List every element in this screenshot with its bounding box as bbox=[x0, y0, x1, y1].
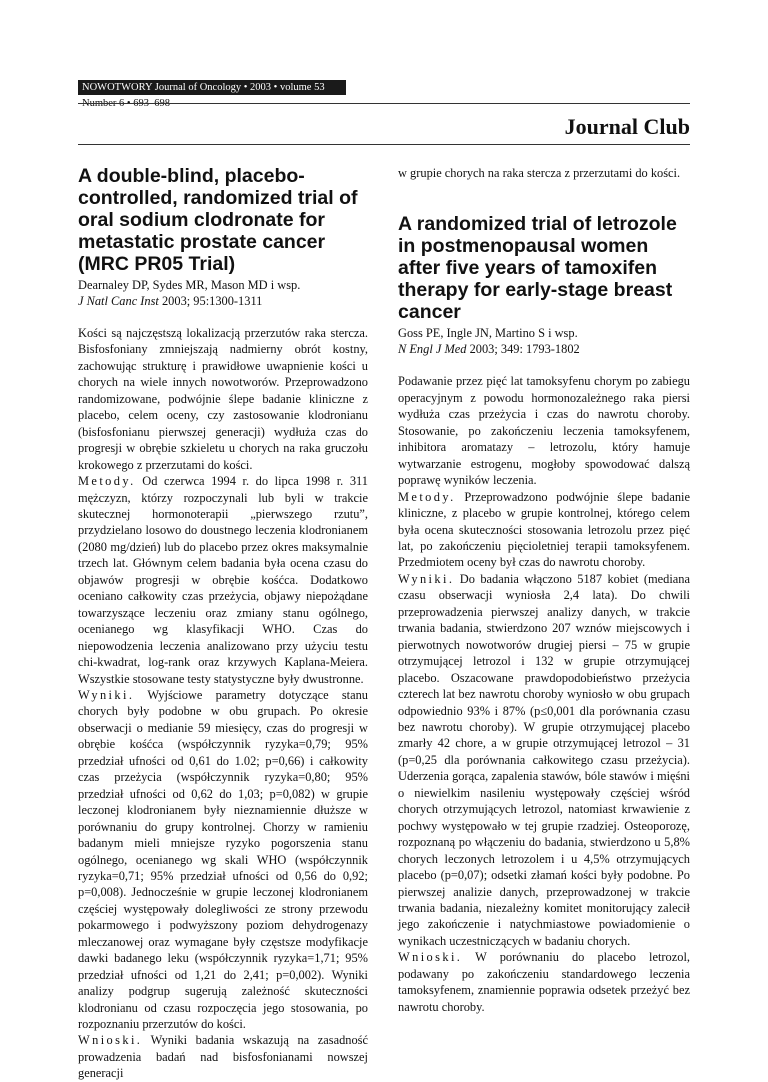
article2-journal: N Engl J Med bbox=[398, 342, 467, 357]
article2-title: A randomized trial of letrozole in postmenopausal women after five years of tamoxifen therapy for early-stage breast cancer bbox=[398, 213, 677, 324]
conclusions-label: Wnioski. bbox=[398, 950, 463, 965]
article1-journal: J Natl Canc Inst bbox=[78, 294, 159, 308]
article1-methods bbox=[78, 473, 368, 687]
right-column bbox=[398, 165, 690, 1015]
journal-masthead bbox=[78, 80, 346, 110]
article1-conclusions-text: Wyniki badania wskazują na zasadność prowadzenia badań nad bisfosfonianami nowszej generacji bbox=[78, 1033, 368, 1081]
article1-intro: Kości są najczęstszą lokalizacją przerzutów raka stercza. Bisfosfoniany zmniejszają nadmierny obrót kostny, zachowując strukturę i prawidłowe uwapnienie kości u chorych na wiele innych nowotworów. Przeprowadzono randomizowane, podwójnie ślepe badanie kliniczne z placebo, celem oceny, czy zastosowanie klodronianu (bisfosfonianu pierwszej generacji) wydłuża czas do progresji w obrębie szkieletu u chorych na raka gruczołu krokowego z przerzutami do kości. bbox=[78, 326, 368, 472]
article1-methods-text: Od czerwca 1994 r. do lipca 1998 r. 311 mężczyzn, którzy rozpoczynali lub byli w trakcie skutecznej hormonoterapii „pierwszego rzutu”, przydzielano losowo do doustnego leczenia klodronianem (2080 mg/dzień) lub do placebo przez okres maksymalnie trzech lat. Głównym celem badania była ocena czasu do objawów progresji w obrębie kośćca. Dodatkowo oceniano całkowity czas przeżycia, objawy niepożądane towarzyszące leczeniu oraz zmiany stanu ogólnego, ocenianego wg klasyfikacji WHO. Czas do niepowodzenia leczenia analizowano przy użyciu testu chi-kwadrat, log-rank oraz krzywych Kaplana-Meiera. Wszystkie stosowane testy statystyczne były dwustronne. bbox=[78, 474, 368, 686]
article1-results bbox=[78, 687, 368, 1033]
article1-citation bbox=[78, 293, 368, 309]
article2-results-text: Do badania włączono 5187 kobiet (mediana czasu obserwacji wyniosła 2,4 lata). Do chwili przeprowadzenia pierwszej analizy danych, w trakcie trwania badania, stwierdzono 207 wznów miejscowych i pierwotnych nowotworów drugiej piersi – 75 w grupie otrzymującej letrozol i 132 w grupie otrzymującej placebo. Oszacowane prawdopodobieństwo przeżycia czterech lat bez nawrotu choroby wyniosło w obu grupach odpowiednio 93% i 87% (p≤0,001 dla porównania czasu bez nawrotu choroby). W grupie otrzymującej placebo zmarły 42 chore, a w grupie otrzymującej letrozol – 31 (p=0,25 dla porównania całkowitego czasu przeżycia). Uderzenia gorąca, zapalenia stawów, bóle stawów i mięśni o niewielkim nasileniu występowały częściej wśród chorych otrzymujących letrozol, natomiast krwawienie z pochwy występowało w tej grupie rzadziej. Osteoporozę, rozpoznaną po włączeniu do badania, stwierdzono u 5,8% chorych leczonych letrozolem i u 4,5% otrzymujących placebo (p=0,07); odsetki złamań kości były podobne. Po pierwszej analizie danych, przeprowadzonej w trakcie trwania badania, niezależny komitet monitorujący zalecił jego zakończenie i natychmiastowe powiadomienie o wynikach uczestniczących w badaniu chorych. bbox=[398, 571, 690, 948]
results-label: Wyniki. bbox=[398, 571, 455, 586]
article1-results-text: Wyjściowe parametry dotyczące stanu chorych były podobne w obu grupach. Po okresie obserwacji o medianie 59 miesięcy, czas do progresji w obrębie kośćca (współczynnik ryzyka=0,79; 95% przedział ufności od 0,61 do 1.02; p=0,66) i całkowity czas przeżycia (współczynnik ryzyka=0,80; 95% przedział ufności od 0,62 do 1,03; p=0,082) w grupie leczonej klodronianem były nieznamiennie dłuższe w porównaniu do grupy kontrolnej. Chorzy w ramieniu badanym mieli mniejsze ryzyko pogorszenia stanu ogólnego, ocenianego wg skali WHO (współczynnik ryzyka=0,71; 95% przedział ufności od 0,56 do 0,92; p=0,008). Jednocześnie w grupie leczonej klodronianem częściej występowały dolegliwości ze strony przewodu pokarmowego i podwyższony poziom dehydrogenazy mleczanowej oraz wymagane były częstsze modyfikacje dawki badanego leku (współczynnik ryzyka=1,71; 95% przedział ufności od 1,21 do 2,41; p=0,002). Wyniki analizy podgrup sugerują zależność skuteczności klodronianu od czasu rozpoczęcia jego stosowania, po rozpoznaniu przerzutów do kości. bbox=[78, 687, 368, 1032]
methods-label: Metody. bbox=[398, 489, 456, 504]
article2-authors: Goss PE, Ingle JN, Martino S i wsp. bbox=[398, 326, 578, 341]
article1-title: A double-blind, placebo-controlled, randomized trial of oral sodium clodronate for metastatic prostate cancer (MRC PR05 Trial) bbox=[78, 165, 358, 275]
section-rule bbox=[78, 144, 690, 145]
header-rule bbox=[78, 103, 690, 104]
article2-conclusions-text: W porównaniu do placebo letrozol, podawany po zakończeniu standardowego leczenia tamoksyfenem, znamiennie poprawia odsetek przeżyć bez nawrotu choroby. bbox=[398, 950, 690, 1014]
article1-conclusions-start bbox=[78, 1032, 368, 1081]
journal-name: NOWOTWORY Journal of Oncology • 2003 • volume 53 bbox=[78, 80, 346, 95]
section-title: Journal Club bbox=[564, 114, 690, 139]
left-column bbox=[78, 165, 368, 1082]
article2-methods-text: Przeprowadzono podwójnie ślepe badanie kliniczne, z placebo w grupie kontrolnej, którego celem była ocena skuteczności stosowania letrozolu przez pięć lat, po zakończeniu pięcioletniej terapii tamoksyfenem. Przedmiotem oceny był czas do nawrotu choroby. bbox=[398, 489, 690, 570]
article2-methods bbox=[398, 489, 690, 571]
conclusions-label: Wnioski. bbox=[78, 1033, 143, 1048]
article1-authors: Dearnaley DP, Sydes MR, Mason MD i wsp. bbox=[78, 278, 301, 292]
article2-conclusions bbox=[398, 949, 690, 1015]
article2-results bbox=[398, 571, 690, 949]
article2-citation bbox=[398, 341, 690, 357]
article2-intro: Podawanie przez pięć lat tamoksyfenu chorym po zabiegu operacyjnym z powodu hormonozależnego raka piersi wydłuża czas przeżycia i czas do nawrotu choroby. Stosowanie, po zakończeniu leczenia tamoksyfenem, inhibitora aromatazy – letrozolu, który hamuje wytwarzanie estrogenu, mogłoby spowodować dalszą poprawę wyników leczenia. bbox=[398, 374, 690, 488]
results-label: Wyniki. bbox=[78, 687, 135, 702]
article2-journal-details: 2003; 349: 1793-1802 bbox=[466, 342, 580, 357]
methods-label: Metody. bbox=[78, 474, 136, 489]
article1-conclusions-continued: w grupie chorych na raka stercza z przerzutami do kości. bbox=[398, 166, 681, 180]
article1-journal-details: 2003; 95:1300-1311 bbox=[158, 294, 263, 308]
